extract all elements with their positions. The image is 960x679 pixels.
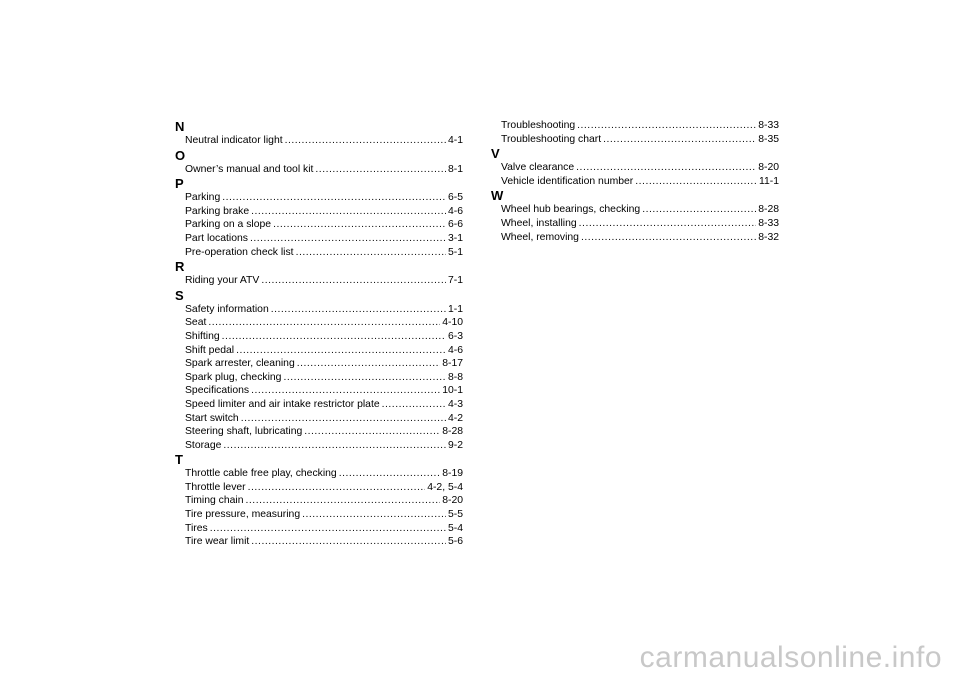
index-entry-page: 8-20 — [442, 495, 463, 507]
index-entry-title: Riding your ATV — [185, 275, 260, 287]
index-entry — [175, 481, 463, 495]
dot-leader — [642, 203, 756, 217]
index-entry-page: 6-3 — [447, 330, 463, 342]
index-column-right — [491, 119, 779, 244]
index-entry — [175, 274, 463, 288]
index-letter-heading: P — [175, 176, 184, 192]
index-entry-page: 4-1 — [447, 135, 463, 146]
index-entry — [175, 316, 463, 330]
index-entry-title: Troubleshooting chart — [501, 133, 602, 145]
index-letter-heading: W — [491, 188, 504, 204]
index-entry-page: 8-33 — [758, 120, 779, 131]
index-entry-page: 9-2 — [447, 439, 463, 451]
index-entry — [175, 246, 463, 260]
index-entry-page: 8-17 — [442, 358, 463, 370]
dot-leader — [635, 175, 757, 189]
index-entry-title: Owner’s manual and tool kit — [185, 163, 314, 175]
dot-leader — [251, 384, 440, 398]
index-entry — [175, 494, 463, 508]
dot-leader — [302, 508, 446, 522]
dot-leader — [339, 467, 440, 481]
index-entry — [491, 175, 779, 189]
index-entry — [175, 205, 463, 219]
dot-leader — [222, 330, 446, 344]
dot-leader — [579, 217, 757, 231]
index-entry — [175, 134, 463, 148]
dot-leader — [603, 133, 756, 147]
index-entry-page: 7-1 — [447, 275, 463, 287]
index-entry — [175, 467, 463, 481]
index-entry-title: Seat — [185, 317, 207, 329]
index-letter-heading: V — [491, 146, 500, 162]
dot-leader — [208, 316, 440, 330]
dot-leader — [576, 161, 756, 175]
index-entry — [175, 439, 463, 453]
index-entry-page: 6-5 — [447, 192, 463, 204]
dot-leader — [304, 425, 440, 439]
dot-leader — [236, 344, 446, 358]
index-entry-page: 4-10 — [442, 317, 463, 329]
dot-leader — [581, 231, 756, 245]
index-entry-page: 4-2, 5-4 — [427, 481, 463, 493]
dot-leader — [250, 232, 446, 246]
index-entry-title: Steering shaft, lubricating — [185, 426, 303, 438]
index-letter-heading: T — [175, 452, 183, 468]
index-entry — [175, 330, 463, 344]
index-entry — [175, 535, 463, 549]
index-entry-page: 8-28 — [442, 426, 463, 438]
dot-leader — [251, 205, 446, 219]
index-entry-page: 3-1 — [447, 232, 463, 244]
dot-leader — [315, 163, 446, 177]
index-entry-page: 4-2 — [447, 412, 463, 424]
dot-leader — [273, 218, 446, 232]
index-entry — [491, 161, 779, 175]
dot-leader — [248, 481, 426, 495]
index-entry — [491, 203, 779, 217]
index-entry-title: Neutral indicator light — [185, 135, 283, 146]
index-entry-page: 8-19 — [442, 468, 463, 480]
index-entry — [175, 425, 463, 439]
index-entry-title: Shift pedal — [185, 344, 235, 356]
dot-leader — [261, 274, 446, 288]
index-entry — [175, 218, 463, 232]
dot-leader — [241, 412, 446, 426]
dot-leader — [210, 522, 446, 536]
dot-leader — [382, 398, 446, 412]
dot-leader — [296, 246, 446, 260]
index-entry — [175, 384, 463, 398]
index-entry-page: 8-1 — [447, 163, 463, 175]
dot-leader — [285, 134, 446, 148]
index-entry — [175, 344, 463, 358]
index-entry-title: Parking on a slope — [185, 219, 272, 231]
dot-leader — [283, 371, 446, 385]
index-entry-page: 8-35 — [758, 133, 779, 145]
dot-leader — [222, 191, 446, 205]
index-entry-page: 10-1 — [442, 385, 463, 397]
index-entry-page: 8-32 — [758, 231, 779, 243]
index-entry-page: 5-1 — [447, 246, 463, 258]
index-entry-title: Wheel, installing — [501, 217, 577, 229]
index-entry — [175, 163, 463, 177]
index-entry-page: 8-28 — [758, 204, 779, 216]
index-entry — [175, 303, 463, 317]
index-letter-heading: O — [175, 147, 186, 163]
index-entry-title: Throttle lever — [185, 481, 246, 493]
index-entry-page: 11-1 — [758, 175, 779, 187]
dot-leader — [271, 303, 446, 317]
index-entry-title: Part locations — [185, 232, 248, 244]
index-entry-title: Throttle cable free play, checking — [185, 468, 337, 480]
index-entry-page: 5-6 — [447, 536, 463, 548]
index-entry-page: 4-6 — [447, 344, 463, 356]
index-entry-title: Spark arrester, cleaning — [185, 358, 295, 370]
index-entry-title: Speed limiter and air intake restrictor plate — [185, 398, 380, 410]
index-entry-page: 8-8 — [447, 371, 463, 383]
index-entry-title: Shifting — [185, 330, 220, 342]
index-entry-page: 5-4 — [447, 522, 463, 534]
index-entry-title: Start switch — [185, 412, 239, 424]
index-entry-title: Wheel, removing — [501, 231, 579, 243]
index-entry — [491, 119, 779, 133]
index-entry — [491, 133, 779, 147]
index-entry-title: Tire wear limit — [185, 536, 250, 548]
index-entry — [175, 508, 463, 522]
dot-leader — [223, 439, 446, 453]
index-entry-page: 4-3 — [447, 398, 463, 410]
index-entry — [175, 371, 463, 385]
index-entry-title: Timing chain — [185, 495, 244, 507]
index-entry-title: Spark plug, checking — [185, 371, 282, 383]
index-entry — [491, 231, 779, 245]
index-entry-title: Pre-operation check list — [185, 246, 294, 258]
index-column-left — [175, 119, 463, 549]
watermark: carmanualsonline.info — [639, 641, 942, 674]
index-entry — [175, 357, 463, 371]
index-entry-title: Parking — [185, 192, 221, 204]
index-entry-page: 5-5 — [447, 509, 463, 521]
index-entry-title: Safety information — [185, 303, 269, 315]
index-entry — [175, 412, 463, 426]
index-entry-title: Vehicle identification number — [501, 175, 634, 187]
index-entry — [491, 217, 779, 231]
index-entry — [175, 522, 463, 536]
index-entry-title: Parking brake — [185, 205, 250, 217]
index-entry-title: Storage — [185, 439, 222, 451]
index-letter-heading: S — [175, 287, 184, 303]
index-entry-page: 4-6 — [447, 205, 463, 217]
index-letter-heading: N — [175, 119, 185, 134]
index-letter-heading: R — [175, 259, 185, 275]
index-entry-title: Tires — [185, 522, 208, 534]
index-entry-title: Valve clearance — [501, 162, 575, 174]
index-entry-title: Tire pressure, measuring — [185, 509, 301, 521]
dot-leader — [251, 535, 446, 549]
dot-leader — [246, 494, 441, 508]
index-entry-page: 8-20 — [758, 162, 779, 174]
index-entry-page: 1-1 — [447, 303, 463, 315]
index-entry-title: Troubleshooting — [501, 120, 576, 131]
index-entry-page: 6-6 — [447, 219, 463, 231]
index-entry-title: Specifications — [185, 385, 250, 397]
index-entry-title: Wheel hub bearings, checking — [501, 204, 641, 216]
index-entry — [175, 232, 463, 246]
dot-leader — [297, 357, 440, 371]
dot-leader — [577, 119, 756, 133]
index-entry — [175, 191, 463, 205]
index-entry — [175, 398, 463, 412]
index-entry-page: 8-33 — [758, 217, 779, 229]
